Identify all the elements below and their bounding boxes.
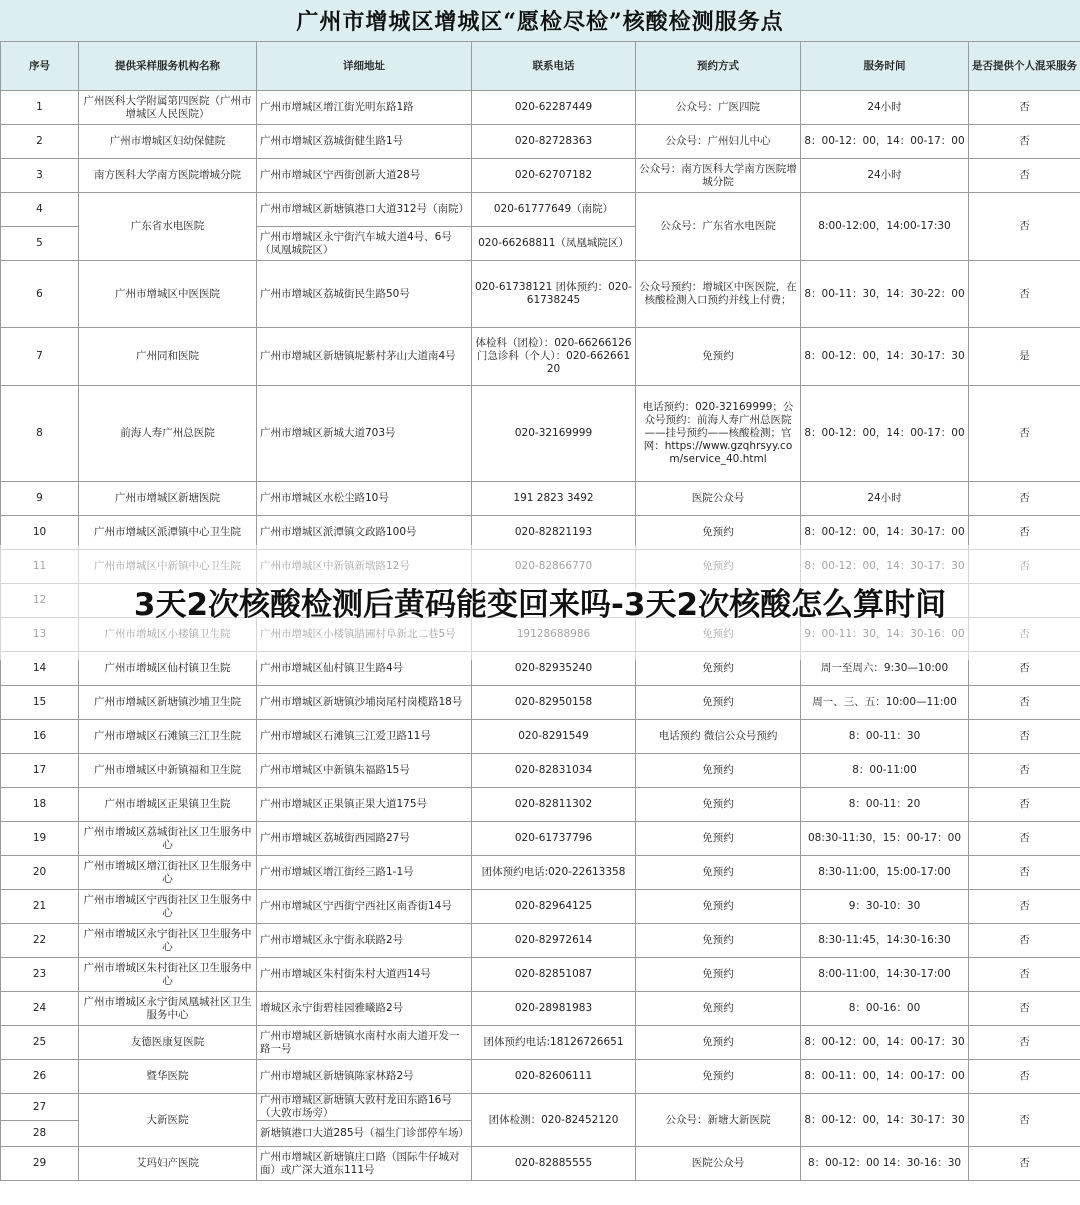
cell-org: 广州市增城区永宁街社区卫生服务中心 [79, 924, 257, 958]
cell-phone: 020-82811302 [472, 788, 636, 822]
cell-phone: 020-82950158 [472, 686, 636, 720]
cell-address: 广州市增城区荔城街西园路27号 [257, 822, 472, 856]
cell-booking: 公众号预约：增城区中医医院，在核酸检测入口预约并线上付费； [636, 261, 801, 328]
cell-mixed-sampling: 否 [969, 856, 1080, 890]
table-row [1, 328, 1080, 386]
cell-index: 1 [1, 91, 79, 125]
cell-hours: 8：00-12：00，14：30-17：00 [801, 516, 969, 550]
cell-booking: 公众号：南方医科大学南方医院增城分院 [636, 159, 801, 193]
cell-phone: 020-61737796 [472, 822, 636, 856]
cell-org: 南方医科大学南方医院增城分院 [79, 159, 257, 193]
cell-org: 广州市增城区荔城街社区卫生服务中心 [79, 822, 257, 856]
cell-org: 广东省水电医院 [79, 193, 257, 261]
cell-address: 增城区永宁街碧桂园雅曦路2号 [257, 992, 472, 1026]
table-row [1, 386, 1080, 482]
cell-booking: 电话预约：020-32169999；公众号预约：前海人寿广州总医院——挂号预约——核酸检测；官网：https://www.gzqhrsyy.com/service_40.html [636, 386, 801, 482]
cell-org: 广州市增城区新塘医院 [79, 482, 257, 516]
cell-booking: 免预约 [636, 516, 801, 550]
table-row [1, 720, 1080, 754]
cell-phone: 020-82606111 [472, 1060, 636, 1094]
cell-mixed-sampling: 否 [969, 992, 1080, 1026]
cell-mixed-sampling: 否 [969, 958, 1080, 992]
cell-hours: 周一、三、五：10:00—11:00 [801, 686, 969, 720]
table-row [1, 482, 1080, 516]
table-row [1, 159, 1080, 193]
cell-hours: 周一至周六：9:30—10:00 [801, 652, 969, 686]
cell-mixed-sampling: 否 [969, 386, 1080, 482]
cell-address: 广州市增城区新塘镇坭紫村茅山大道南4号 [257, 328, 472, 386]
header-hours: 服务时间 [801, 42, 969, 91]
cell-index: 18 [1, 788, 79, 822]
table-row [1, 125, 1080, 159]
cell-address: 广州市增城区新塘镇沙埔岗尾村岗榄路18号 [257, 686, 472, 720]
header-booking: 预约方式 [636, 42, 801, 91]
cell-org: 前海人寿广州总医院 [79, 386, 257, 482]
cell-address: 广州市增城区宁西街宁西社区南香街14号 [257, 890, 472, 924]
cell-address: 广州市增城区新塘镇水南村水南大道开发一路一号 [257, 1026, 472, 1060]
cell-org: 广州市增城区中新镇福和卫生院 [79, 754, 257, 788]
cell-hours: 8:30-11:00，15:00-17:00 [801, 856, 969, 890]
cell-index: 24 [1, 992, 79, 1026]
cell-index: 10 [1, 516, 79, 550]
table-row [1, 754, 1080, 788]
cell-org: 广州市增城区增江街社区卫生服务中心 [79, 856, 257, 890]
cell-hours: 8：00-11：30，14：30-22：00 [801, 261, 969, 328]
table-row [1, 1026, 1080, 1060]
cell-org: 广州同和医院 [79, 328, 257, 386]
cell-phone: 020-66268811（凤凰城院区） [472, 227, 636, 261]
cell-mixed-sampling: 否 [969, 1060, 1080, 1094]
cell-mixed-sampling: 否 [969, 652, 1080, 686]
cell-mixed-sampling: 否 [969, 516, 1080, 550]
table-row [1, 788, 1080, 822]
cell-phone: 020-61777649（南院） [472, 193, 636, 227]
cell-booking: 医院公众号 [636, 1147, 801, 1181]
cell-phone: 团体预约电话:18126726651 [472, 1026, 636, 1060]
cell-phone: 020-82885555 [472, 1147, 636, 1181]
cell-booking: 公众号：广州妇儿中心 [636, 125, 801, 159]
cell-booking: 公众号：广东省水电医院 [636, 193, 801, 261]
table-row [1, 1147, 1080, 1181]
cell-address: 广州市增城区永宁街永联路2号 [257, 924, 472, 958]
cell-index: 23 [1, 958, 79, 992]
cell-mixed-sampling: 否 [969, 1026, 1080, 1060]
header-phone: 联系电话 [472, 42, 636, 91]
cell-address: 广州市增城区新城大道703号 [257, 386, 472, 482]
cell-booking: 免预约 [636, 822, 801, 856]
header-address: 详细地址 [257, 42, 472, 91]
cell-booking: 免预约 [636, 1026, 801, 1060]
cell-address: 广州市增城区新塘镇陈家林路2号 [257, 1060, 472, 1094]
cell-address: 广州市增城区中新镇朱福路15号 [257, 754, 472, 788]
cell-phone: 020-61738121 团体预约：020-61738245 [472, 261, 636, 328]
cell-phone: 020-82821193 [472, 516, 636, 550]
cell-org: 广州市增城区派潭镇中心卫生院 [79, 516, 257, 550]
cell-index: 14 [1, 652, 79, 686]
cell-address: 广州市增城区新塘镇大敦村龙田东路16号（大敦市场旁） [257, 1094, 472, 1121]
cell-booking: 免预约 [636, 856, 801, 890]
cell-index: 7 [1, 328, 79, 386]
cell-index: 19 [1, 822, 79, 856]
cell-mixed-sampling: 否 [969, 822, 1080, 856]
cell-booking: 免预约 [636, 788, 801, 822]
cell-org: 广州医科大学附属第四医院（广州市增城区人民医院） [79, 91, 257, 125]
cell-mixed-sampling: 否 [969, 193, 1080, 261]
cell-mixed-sampling: 否 [969, 890, 1080, 924]
cell-hours: 9：30-10：30 [801, 890, 969, 924]
cell-index: 27 [1, 1094, 79, 1121]
cell-hours: 8：00-12：00，14：00-17：30 [801, 1026, 969, 1060]
cell-index: 16 [1, 720, 79, 754]
cell-hours: 8：00-12：00，14：30-17：30 [801, 328, 969, 386]
cell-hours: 8:30-11:45，14:30-16:30 [801, 924, 969, 958]
cell-booking: 免预约 [636, 1060, 801, 1094]
cell-booking: 免预约 [636, 924, 801, 958]
cell-address: 广州市增城区增江街经三路1-1号 [257, 856, 472, 890]
cell-org: 大新医院 [79, 1094, 257, 1147]
cell-phone: 020-82972614 [472, 924, 636, 958]
cell-mixed-sampling: 否 [969, 924, 1080, 958]
cell-phone: 020-8291549 [472, 720, 636, 754]
cell-hours: 8：00-12：00 14：30-16：30 [801, 1147, 969, 1181]
cell-address: 新塘镇港口大道285号（福生门诊部停车场） [257, 1121, 472, 1147]
cell-index: 26 [1, 1060, 79, 1094]
cell-org: 暨华医院 [79, 1060, 257, 1094]
cell-index: 5 [1, 227, 79, 261]
cell-address: 广州市增城区宁西街创新大道28号 [257, 159, 472, 193]
cell-index: 28 [1, 1121, 79, 1147]
cell-org: 广州市增城区新塘镇沙埔卫生院 [79, 686, 257, 720]
cell-org: 广州市增城区中医医院 [79, 261, 257, 328]
cell-phone: 020-82831034 [472, 754, 636, 788]
cell-index: 9 [1, 482, 79, 516]
cell-hours: 8：00-12：00，14：00-17：00 [801, 125, 969, 159]
cell-hours: 8：00-12：00，14：30-17：30 [801, 1094, 969, 1147]
table-row [1, 924, 1080, 958]
cell-address: 广州市增城区永宁街汽车城大道4号、6号（凤凰城院区） [257, 227, 472, 261]
cell-phone: 020-28981983 [472, 992, 636, 1026]
cell-address: 广州市增城区正果镇正果大道175号 [257, 788, 472, 822]
cell-booking: 公众号：广医四院 [636, 91, 801, 125]
cell-booking: 电话预约 微信公众号预约 [636, 720, 801, 754]
table-row [1, 91, 1080, 125]
cell-booking: 免预约 [636, 328, 801, 386]
cell-index: 4 [1, 193, 79, 227]
cell-index: 25 [1, 1026, 79, 1060]
cell-phone: 020-32169999 [472, 386, 636, 482]
cell-index: 15 [1, 686, 79, 720]
cell-address: 广州市增城区荔城街民生路50号 [257, 261, 472, 328]
cell-org: 广州市增城区朱村街社区卫生服务中心 [79, 958, 257, 992]
cell-index: 2 [1, 125, 79, 159]
cell-hours: 24小时 [801, 91, 969, 125]
cell-phone: 020-82728363 [472, 125, 636, 159]
cell-index: 20 [1, 856, 79, 890]
cell-org: 广州市增城区永宁街凤凰城社区卫生服务中心 [79, 992, 257, 1026]
cell-hours: 24小时 [801, 159, 969, 193]
cell-mixed-sampling: 否 [969, 159, 1080, 193]
table-row [1, 992, 1080, 1026]
cell-phone: 020-82935240 [472, 652, 636, 686]
cell-org: 友德医康复医院 [79, 1026, 257, 1060]
cell-index: 3 [1, 159, 79, 193]
table-row [1, 193, 1080, 227]
cell-address: 广州市增城区荔城街健生路1号 [257, 125, 472, 159]
cell-mixed-sampling: 否 [969, 720, 1080, 754]
cell-org: 广州市增城区宁西街社区卫生服务中心 [79, 890, 257, 924]
cell-phone: 体检科（团检）：020-66266126 门急诊科（个人）：020-66266120 [472, 328, 636, 386]
cell-index: 17 [1, 754, 79, 788]
cell-mixed-sampling: 否 [969, 91, 1080, 125]
cell-booking: 免预约 [636, 890, 801, 924]
cell-hours: 8:00-11:00，14:30-17:00 [801, 958, 969, 992]
cell-booking: 免预约 [636, 992, 801, 1026]
cell-phone: 020-82964125 [472, 890, 636, 924]
cell-address: 广州市增城区水松尘路10号 [257, 482, 472, 516]
cell-mixed-sampling: 否 [969, 1147, 1080, 1181]
banner-headline: 3天2次核酸检测后黄码能变回来吗-3天2次核酸怎么算时间 [133, 587, 947, 623]
header-org: 提供采样服务机构名称 [79, 42, 257, 91]
cell-phone: 020-82851087 [472, 958, 636, 992]
cell-index: 6 [1, 261, 79, 328]
cell-org: 艾玛妇产医院 [79, 1147, 257, 1181]
table-row [1, 1060, 1080, 1094]
cell-hours: 8:00-12:00，14:00-17:30 [801, 193, 969, 261]
table-row [1, 890, 1080, 924]
table-row [1, 822, 1080, 856]
cell-org: 广州市增城区正果镇卫生院 [79, 788, 257, 822]
cell-phone: 团体预约电话:020-22613358 [472, 856, 636, 890]
header-index: 序号 [1, 42, 79, 91]
cell-hours: 8：00-16：00 [801, 992, 969, 1026]
cell-org: 广州市增城区石滩镇三江卫生院 [79, 720, 257, 754]
cell-index: 21 [1, 890, 79, 924]
document-title: 广州市增城区增城区“愿检尽检”核酸检测服务点 [0, 0, 1080, 42]
cell-booking: 公众号：新塘大新医院 [636, 1094, 801, 1147]
cell-mixed-sampling: 否 [969, 125, 1080, 159]
table-header-row [1, 42, 1080, 91]
cell-index: 8 [1, 386, 79, 482]
cell-address: 广州市增城区派潭镇文政路100号 [257, 516, 472, 550]
table-row [1, 686, 1080, 720]
cell-booking: 免预约 [636, 652, 801, 686]
cell-mixed-sampling: 否 [969, 261, 1080, 328]
cell-mixed-sampling: 否 [969, 1094, 1080, 1147]
table-row [1, 958, 1080, 992]
cell-index: 29 [1, 1147, 79, 1181]
table-row [1, 856, 1080, 890]
cell-phone: 团体检测：020-82452120 [472, 1094, 636, 1147]
cell-hours: 08:30-11:30，15：00-17：00 [801, 822, 969, 856]
cell-hours: 8：00-11：30 [801, 720, 969, 754]
table-row [1, 1094, 1080, 1121]
cell-address: 广州市增城区新塘镇庄口路（国际牛仔城对面）或广深大道东111号 [257, 1147, 472, 1181]
cell-mixed-sampling: 否 [969, 754, 1080, 788]
cell-hours: 8：00-12：00，14：00-17：00 [801, 386, 969, 482]
cell-booking: 免预约 [636, 686, 801, 720]
cell-booking: 医院公众号 [636, 482, 801, 516]
cell-org: 广州市增城区仙村镇卫生院 [79, 652, 257, 686]
cell-booking: 免预约 [636, 958, 801, 992]
cell-address: 广州市增城区新塘镇港口大道312号（南院） [257, 193, 472, 227]
header-mixed-sampling: 是否提供个人混采服务 [969, 42, 1080, 91]
cell-booking: 免预约 [636, 754, 801, 788]
cell-hours: 8：00-11:00 [801, 754, 969, 788]
cell-hours: 8：00-11：20 [801, 788, 969, 822]
cell-hours: 24小时 [801, 482, 969, 516]
cell-mixed-sampling: 是 [969, 328, 1080, 386]
cell-mixed-sampling: 否 [969, 482, 1080, 516]
cell-address: 广州市增城区朱村街朱村大道西14号 [257, 958, 472, 992]
cell-index: 22 [1, 924, 79, 958]
cell-phone: 020-62287449 [472, 91, 636, 125]
cell-mixed-sampling: 否 [969, 788, 1080, 822]
table-row [1, 261, 1080, 328]
cell-mixed-sampling: 否 [969, 686, 1080, 720]
cell-phone: 020-62707182 [472, 159, 636, 193]
cell-phone: 191 2823 3492 [472, 482, 636, 516]
cell-address: 广州市增城区仙村镇卫生路4号 [257, 652, 472, 686]
cell-address: 广州市增城区增江街光明东路1路 [257, 91, 472, 125]
cell-hours: 8：00-11：00，14：00-17：00 [801, 1060, 969, 1094]
cell-org: 广州市增城区妇幼保健院 [79, 125, 257, 159]
cell-address: 广州市增城区石滩镇三江爱卫路11号 [257, 720, 472, 754]
